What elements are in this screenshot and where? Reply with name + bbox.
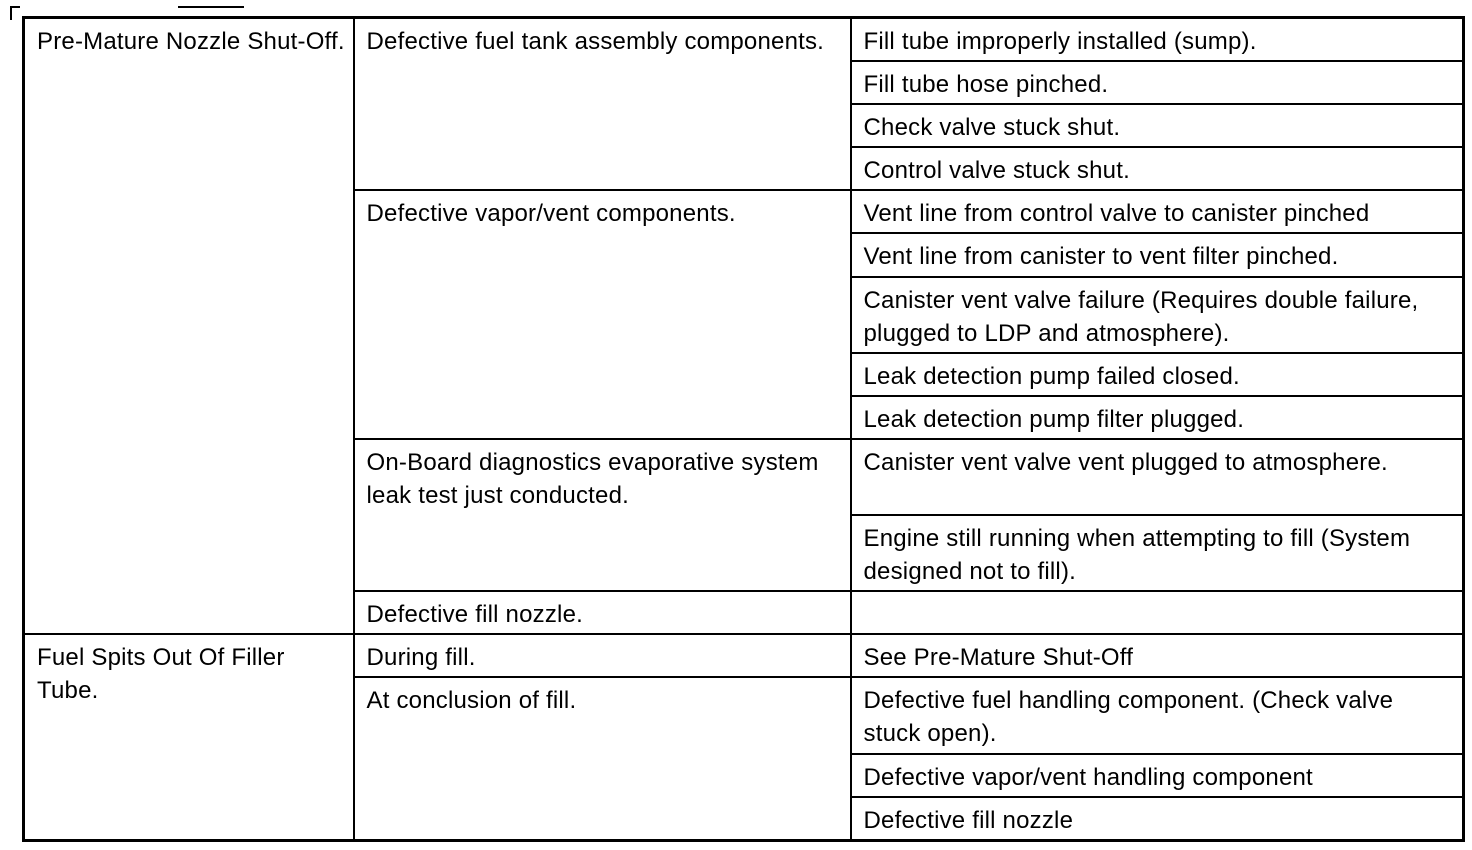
cause-cell: Defective fill nozzle. — [354, 591, 851, 634]
remedy-cell: Canister vent valve vent plugged to atmosphere. — [851, 439, 1464, 515]
remedy-cell: Defective fuel handling component. (Check valve stuck open). — [851, 677, 1464, 753]
cause-cell: During fill. — [354, 634, 851, 677]
remedy-cell: Control valve stuck shut. — [851, 147, 1464, 190]
table-row — [24, 634, 1464, 677]
condition-cell: Fuel Spits Out Of Filler Tube. — [24, 634, 354, 840]
remedy-cell: Fill tube improperly installed (sump). — [851, 18, 1464, 62]
remedy-cell: Leak detection pump failed closed. — [851, 353, 1464, 396]
remedy-cell: Canister vent valve failure (Requires double failure, plugged to LDP and atmosphere). — [851, 277, 1464, 353]
remedy-cell — [851, 591, 1464, 634]
remedy-cell: Vent line from canister to vent filter pinched. — [851, 233, 1464, 276]
cause-cell: On-Board diagnostics evaporative system leak test just conducted. — [354, 439, 851, 591]
remedy-cell: Fill tube hose pinched. — [851, 61, 1464, 104]
table-row — [24, 18, 1464, 62]
corner-mark-vertical — [10, 6, 12, 20]
cause-cell: Defective vapor/vent components. — [354, 190, 851, 439]
remedy-cell: Vent line from control valve to canister pinched — [851, 190, 1464, 233]
top-dash-mark — [178, 6, 244, 8]
cause-cell: Defective fuel tank assembly components. — [354, 18, 851, 191]
remedy-cell: Engine still running when attempting to fill (System designed not to fill). — [851, 515, 1464, 591]
remedy-cell: Defective vapor/vent handling component — [851, 754, 1464, 797]
cause-cell: At conclusion of fill. — [354, 677, 851, 840]
condition-cell: Pre-Mature Nozzle Shut-Off. — [24, 18, 354, 635]
remedy-cell: Leak detection pump filter plugged. — [851, 396, 1464, 439]
corner-mark-horizontal — [10, 6, 20, 8]
remedy-cell: See Pre-Mature Shut-Off — [851, 634, 1464, 677]
diagnosis-table — [22, 16, 1465, 842]
remedy-cell: Check valve stuck shut. — [851, 104, 1464, 147]
remedy-cell: Defective fill nozzle — [851, 797, 1464, 841]
